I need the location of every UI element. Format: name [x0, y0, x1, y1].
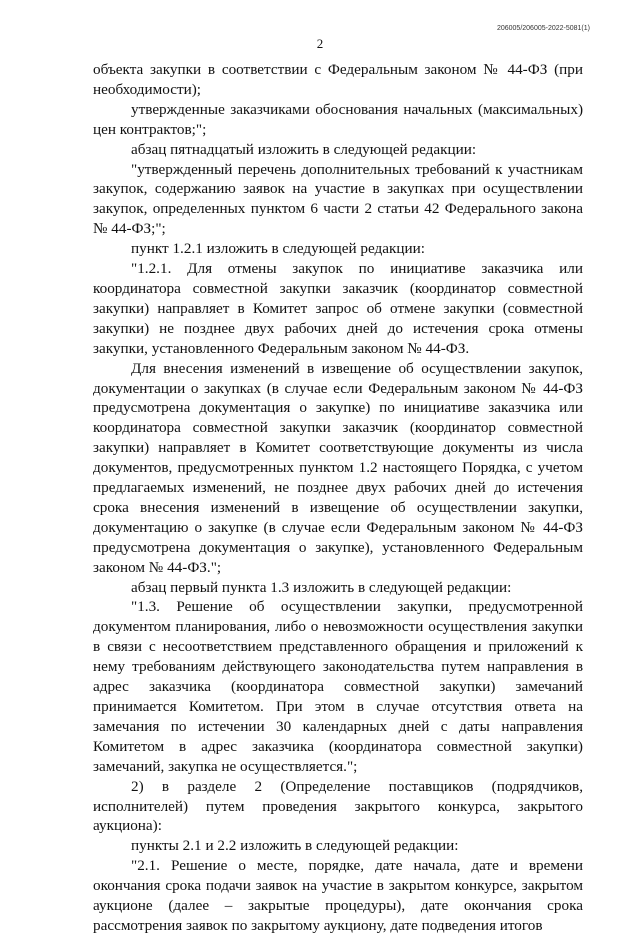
paragraph: абзац пятнадцатый изложить в следующей редакции: [131, 140, 477, 158]
paragraph: 2) в разделе 2 (Определение поставщиков (подрядчиков, исполнителей) путем проведения закрытого конкурса, закрытого аукциона): [93, 777, 583, 835]
paragraph: пункты 2.1 и 2.2 изложить в следующей редакции: [131, 837, 459, 855]
document-body [93, 60, 583, 936]
paragraph: "утвержденный перечень дополнительных требований к участникам закупок, содержанию заявок на участие в закупках при осуществлении закупок, определенных пунктом 6 части 2 статьи 42 Федерального закона № 44-ФЗ;"; [93, 160, 583, 238]
paragraph: объекта закупки в соответствии с Федеральным законом № 44-ФЗ (при необходимости); [93, 61, 583, 98]
paragraph: утвержденные заказчиками обоснования начальных (максимальных) цен контрактов;"; [93, 100, 583, 138]
paragraph: пункт 1.2.1 изложить в следующей редакции: [131, 240, 425, 258]
paragraph: абзац первый пункта 1.3 изложить в следующей редакции: [131, 578, 512, 596]
paragraph: Для внесения изменений в извещение об осуществлении закупок, документации о закупках (в случае если Федеральным законом № 44-ФЗ предусмотрена документация о закупке) по инициативе заказчика или координатора совместной закупки заказчик (координатор совместной закупки) направляет в Комитет соответствующие документы из числа документов, предусмотренных пунктом 1.2 настоящего Порядка, с учетом предлагаемых изменений, не позднее двух рабочих дней до истечения срока внесения изменений в извещение об осуществлении закупки, документацию о закупке (в случае если Федеральным законом № 44-ФЗ предусмотрена документация о закупке), установленного Федеральным законом № 44-ФЗ."; [93, 359, 583, 576]
paragraph: "1.3. Решение об осуществлении закупки, предусмотренной документом планирования, либо о невозможности осуществления закупки в связи с несоответствием представленного обращения и приложений к нему требованиям действующего законодательства путем направления в адрес заказчика (координатора совместной закупки) замечаний принимается Комитетом. При этом в случае отсутствия ответа на замечания по истечении 30 календарных дней с даты направления Комитетом в адрес заказчика (координатора совместной закупки) замечаний, закупка не осуществляется."; [93, 598, 583, 775]
paragraph: "1.2.1. Для отмены закупок по инициативе заказчика или координатора совместной закупки заказчик (координатор совместной закупки) направляет в Комитет запрос об отмене закупки (совместной закупки) не позднее двух рабочих дней до истечения срока отмены закупки, установленного Федеральным законом № 44-ФЗ. [93, 260, 583, 357]
document-id: 206005/206005-2022-5081(1) [496, 25, 590, 32]
paragraph: "2.1. Решение о месте, порядке, дате начала, дате и времени окончания срока подачи заявок на участие в закрытом конкурсе, закрытом аукционе (далее – закрытые процедуры), дате окончания срока рассмотрения заявок по закрытому аукциону, дате подведения итогов [93, 857, 583, 934]
page-number: 2 [316, 36, 324, 51]
